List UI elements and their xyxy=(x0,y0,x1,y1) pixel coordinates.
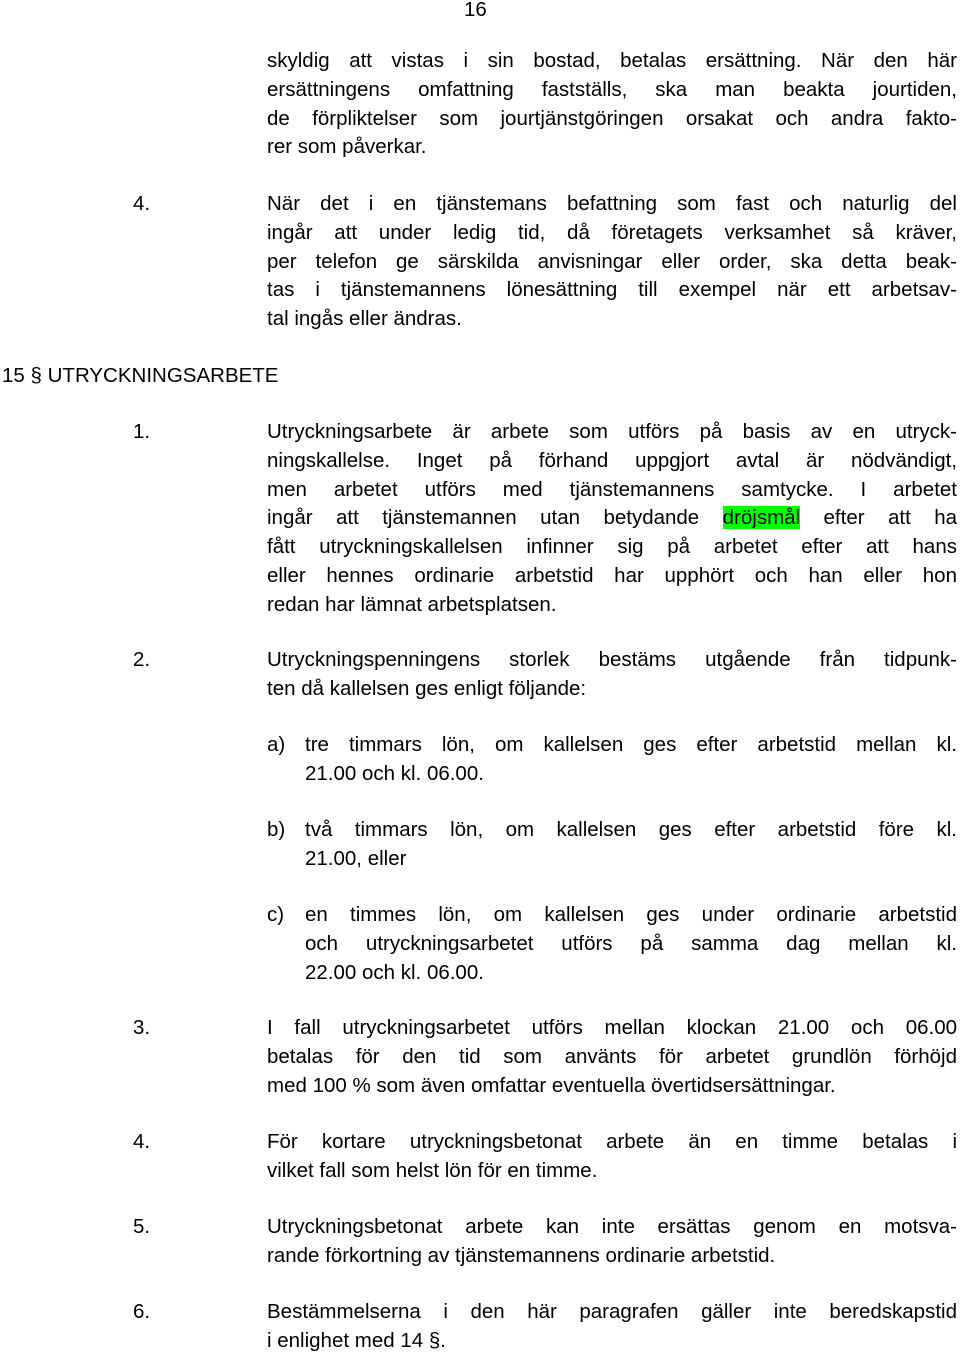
item-paragraph xyxy=(267,1014,957,1100)
item-number: 5. xyxy=(133,1215,151,1238)
text-segment: efter att ha xyxy=(800,506,957,530)
text-line: ingår att under ledig tid, då företagets verksamhet så kräver, xyxy=(267,220,957,244)
item-number: 4. xyxy=(133,192,151,215)
subitem-letter: a) xyxy=(267,733,286,756)
text-line: redan har lämnat arbetsplatsen. xyxy=(267,592,557,616)
highlighted-word: dröjsmål xyxy=(722,506,801,530)
text-line: tas i tjänstemannens lönesättning till exempel när ett arbetsav- xyxy=(267,278,957,302)
section-symbol: § xyxy=(428,1328,441,1352)
text-segment: ingår att tjänstemannen utan betydande xyxy=(267,506,723,530)
text-line xyxy=(267,504,957,533)
text-line: men arbetet utförs med tjänstemannens samtycke. I arbetet xyxy=(267,477,957,501)
text-line: skyldig att vistas i sin bostad, betalas ersättning. När den här xyxy=(267,49,957,72)
text-line: ersättningens omfattning fastställs, ska man beakta jourtiden, xyxy=(267,77,957,101)
text-line: 21.00, eller xyxy=(305,846,407,870)
text-line: och utryckningsarbetet utförs på samma dag mellan kl. xyxy=(305,931,957,955)
text-line: en timmes lön, om kallelsen ges under ordinarie arbetstid xyxy=(305,903,957,926)
text-line: de förpliktelser som jourtjänstgöringen orsakat och andra fakto- xyxy=(267,106,957,130)
text-line: med 100 % som även omfattar eventuella övertidsersättningar. xyxy=(267,1073,836,1097)
subitem-letter: c) xyxy=(267,903,285,926)
subitem-paragraph xyxy=(305,731,957,789)
text-segment: i enlighet med 14 xyxy=(267,1328,429,1352)
text-line: vilket fall som helst lön för en timme. xyxy=(267,1158,598,1182)
item-paragraph xyxy=(267,646,957,704)
section-number: 15 xyxy=(2,364,25,387)
text-line: betalas för den tid som använts för arbetet grundlön förhöjd xyxy=(267,1044,957,1068)
text-line: I fall utryckningsarbetet utförs mellan klockan 21.00 och 06.00 xyxy=(267,1016,957,1039)
item-number: 6. xyxy=(133,1300,151,1323)
subitem-paragraph xyxy=(305,901,957,987)
text-line: När det i en tjänstemans befattning som fast och naturlig del xyxy=(267,192,957,215)
text-line: Bestämmelserna i den här paragrafen gäller inte beredskapstid xyxy=(267,1300,957,1323)
text-line: rande förkortning av tjänstemannens ordinarie arbetstid. xyxy=(267,1243,776,1267)
section-heading xyxy=(2,362,278,390)
text-line: Utryckningsarbete är arbete som utförs på basis av en utryck- xyxy=(267,420,957,443)
text-line: Utryckningspenningens storlek bestäms utgående från tidpunk- xyxy=(267,648,957,671)
text-line: tre timmars lön, om kallelsen ges efter arbetstid mellan kl. xyxy=(305,733,957,756)
text-line: ningskallelse. Inget på förhand uppgjort avtal är nödvändigt, xyxy=(267,448,957,472)
text-line: fått utryckningskallelsen infinner sig på arbetet efter att hans xyxy=(267,535,957,559)
page-number: 16 xyxy=(464,0,487,21)
text-line: rer som påverkar. xyxy=(267,135,427,159)
item-paragraph xyxy=(267,418,957,620)
item-number: 3. xyxy=(133,1016,151,1039)
text-line xyxy=(267,1327,957,1356)
text-segment: . xyxy=(440,1328,446,1352)
section-title: UTRYCKNINGSARBETE xyxy=(47,364,279,387)
text-line: eller hennes ordinarie arbetstid har upphört och han eller hon xyxy=(267,563,957,587)
item-number: 1. xyxy=(133,420,151,443)
item-paragraph xyxy=(267,1128,957,1186)
text-line: Utryckningsbetonat arbete kan inte ersättas genom en motsva- xyxy=(267,1215,957,1238)
text-line: 21.00 och kl. 06.00. xyxy=(305,761,484,785)
item-number: 4. xyxy=(133,1130,151,1153)
text-line: tal ingås eller ändras. xyxy=(267,307,462,331)
item-paragraph xyxy=(267,1213,957,1271)
intro-paragraph xyxy=(267,47,957,162)
text-line: För kortare utryckningsbetonat arbete än en timme betalas i xyxy=(267,1130,957,1153)
text-line: ten då kallelsen ges enligt följande: xyxy=(267,676,587,700)
item-paragraph xyxy=(267,190,957,334)
subitem-letter: b) xyxy=(267,818,286,841)
subitem-paragraph xyxy=(305,816,957,874)
item-number: 2. xyxy=(133,648,151,671)
text-line: per telefon ge särskilda anvisningar eller order, ska detta beak- xyxy=(267,249,957,273)
text-line: 22.00 och kl. 06.00. xyxy=(305,960,484,984)
item-paragraph xyxy=(267,1298,957,1356)
section-symbol: § xyxy=(30,364,42,387)
text-line: två timmars lön, om kallelsen ges efter arbetstid före kl. xyxy=(305,818,957,841)
